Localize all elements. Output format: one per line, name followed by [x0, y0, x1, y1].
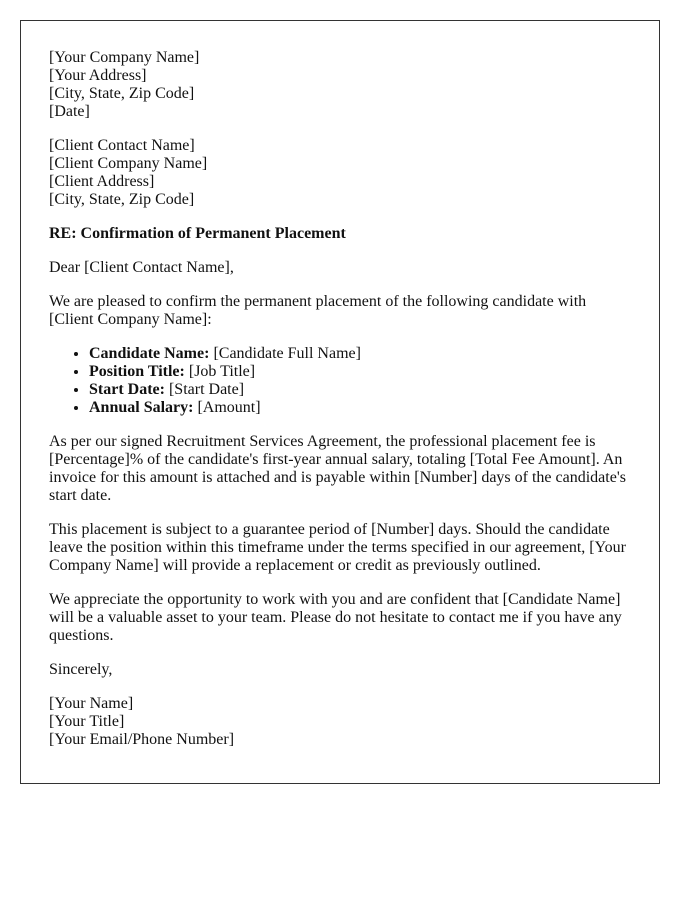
- sender-company-name: [Your Company Name]: [49, 49, 200, 66]
- signature-name: [Your Name]: [49, 695, 134, 712]
- subject-line: RE: Confirmation of Permanent Placement: [49, 225, 346, 242]
- detail-candidate-name: [89, 345, 631, 363]
- appreciation-paragraph: We appreciate the opportunity to work with you and are confident that [Candidate Name] will be a valuable asset to your team. Please do not hesitate to contact me if you have any questions.: [49, 591, 622, 644]
- salutation: Dear [Client Contact Name],: [49, 259, 234, 276]
- placement-details-list: [49, 345, 631, 417]
- letter-document: [20, 20, 660, 784]
- detail-value: [Candidate Full Name]: [209, 345, 361, 362]
- detail-label: Candidate Name:: [89, 345, 210, 362]
- recipient-address-block: [49, 137, 631, 209]
- detail-value: [Amount]: [193, 399, 261, 416]
- signature-title: [Your Title]: [49, 713, 125, 730]
- sender-city-state-zip: [City, State, Zip Code]: [49, 85, 195, 102]
- sender-address: [Your Address]: [49, 67, 147, 84]
- sender-address-block: [49, 49, 631, 121]
- guarantee-paragraph: This placement is subject to a guarantee period of [Number] days. Should the candidate leave the position within this timeframe under the terms specified in our agreement, [Your Company Name] will provide a replacement or credit as previously outlined.: [49, 521, 626, 574]
- detail-value: [Start Date]: [164, 381, 245, 398]
- detail-value: [Job Title]: [184, 363, 256, 380]
- recipient-company-name: [Client Company Name]: [49, 155, 208, 172]
- recipient-address: [Client Address]: [49, 173, 155, 190]
- detail-label: Annual Salary:: [89, 399, 194, 416]
- detail-position-title: [89, 363, 631, 381]
- intro-paragraph: We are pleased to confirm the permanent placement of the following candidate with [Client Company Name]:: [49, 293, 587, 328]
- detail-label: Start Date:: [89, 381, 165, 398]
- detail-start-date: [89, 381, 631, 399]
- fee-paragraph: As per our signed Recruitment Services Agreement, the professional placement fee is [Percentage]% of the candidate's first-year annual salary, totaling [Total Fee Amount]. An invoice for this amount is attached and is payable within [Number] days of the candidate's start date.: [49, 433, 626, 504]
- detail-label: Position Title:: [89, 363, 185, 380]
- recipient-city-state-zip: [City, State, Zip Code]: [49, 191, 195, 208]
- letter-date: [Date]: [49, 103, 90, 120]
- closing: Sincerely,: [49, 661, 113, 678]
- signature-block: [49, 695, 631, 749]
- detail-annual-salary: [89, 399, 631, 417]
- recipient-contact-name: [Client Contact Name]: [49, 137, 195, 154]
- signature-contact: [Your Email/Phone Number]: [49, 731, 235, 748]
